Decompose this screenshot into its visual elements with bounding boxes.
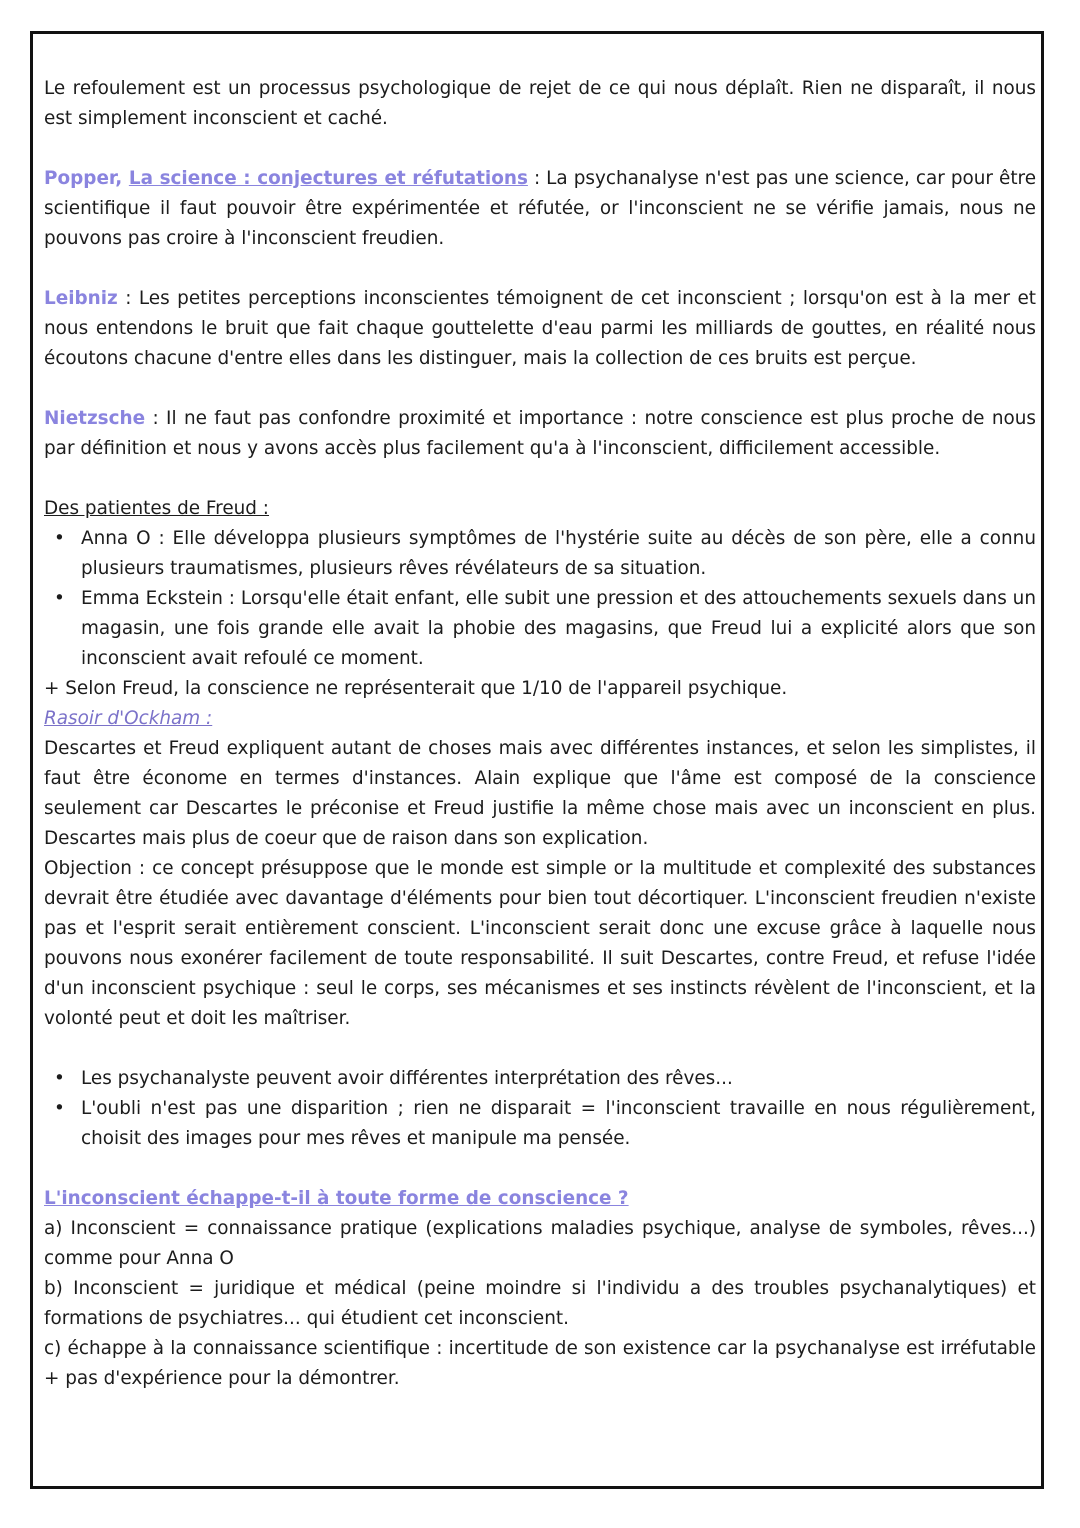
objection-paragraph: Objection : ce concept présuppose que le monde est simple or la multitude et complexité des substances devrait être étudiée avec davantage d'éléments pour bien tout décortiquer. L'inconscient freudien n'existe pas et l'esprit serait entièrement conscient. L'inconscient serait donc une excuse grâce à laquelle nous pouvons nous exonérer facilement de toute responsabilité. Il suit Descartes, contre Freud, et refuse l'idée d'un inconscient psychique : seul le corps, ses mécanismes et ses instincts révèlent de l'inconscient, et la volonté peut et doit les maîtriser.	[44, 858, 1036, 1029]
patients-heading: Des patientes de Freud :	[44, 498, 270, 519]
popper-text: : La psychanalyse n'est pas une science, car pour être scientifique il faut pouvoir être expérimentée et réfutée, or l'inconscient ne se vérifie jamais, nous ne pouvons pas croire à l'inconscient freudien.	[44, 168, 1037, 249]
note-dreams: Les psychanalyste peuvent avoir différentes interprétation des rêves...	[81, 1068, 733, 1089]
bullet-icon: •	[54, 1068, 65, 1089]
ockham-paragraph: Descartes et Freud expliquent autant de choses mais avec différentes instances, et selon les simplistes, il faut être économe en termes d'instances. Alain explique que l'âme est composé de la conscience seulement car Descartes le préconise et Freud justifie la même chose mais avec un inconscient en plus. Descartes mais plus de coeur que de raison dans son explication.	[44, 738, 1036, 849]
bullet-icon: •	[54, 528, 65, 549]
patients-list	[44, 524, 1036, 674]
refoulement-paragraph: Le refoulement est un processus psychologique de rejet de ce qui nous déplaît. Rien ne disparaît, il nous est simplement inconscient et caché.	[44, 78, 1036, 129]
nietzsche-author: Nietzsche	[44, 408, 146, 429]
bullet-icon: •	[54, 588, 65, 609]
leibniz-text: : Les petites perceptions inconscientes témoignent de cet inconscient ; lorsqu'on est à la mer et nous entendons le bruit que fait chaque gouttelette d'eau parmi les milliards de gouttes, en réalité nous écoutons chacune d'entre elles dans les distinguer, mais la collection de ces bruits est perçue.	[44, 288, 1036, 369]
note-oubli: L'oubli n'est pas une disparition ; rien ne disparait = l'inconscient travaille en nous régulièrement, choisit des images pour mes rêves et manipule ma pensée.	[81, 1098, 1036, 1149]
document-body	[44, 74, 1036, 1394]
leibniz-paragraph	[44, 284, 1036, 374]
ockham-heading: Rasoir d'Ockham :	[44, 708, 213, 729]
answer-b: b) Inconscient = juridique et médical (peine moindre si l'individu a des troubles psychanalytiques) et formations de psychiatres... qui étudient cet inconscient.	[44, 1278, 1036, 1329]
patient-anna-o: Anna O : Elle développa plusieurs symptômes de l'hystérie suite au décès de son père, elle a connu plusieurs traumatismes, plusieurs rêves révélateurs de sa situation.	[81, 528, 1036, 579]
bullet-icon: •	[54, 1098, 65, 1119]
list-item	[44, 584, 1036, 674]
list-item	[44, 524, 1036, 584]
freud-ratio-line: + Selon Freud, la conscience ne représenterait que 1/10 de l'appareil psychique.	[44, 678, 788, 699]
list-item	[44, 1094, 1036, 1154]
popper-work-title: La science : conjectures et réfutations	[128, 168, 528, 189]
popper-paragraph	[44, 164, 1036, 254]
answer-a: a) Inconscient = connaissance pratique (explications maladies psychique, analyse de symboles, rêves...) comme pour Anna O	[44, 1218, 1036, 1269]
notes-list	[44, 1064, 1036, 1154]
nietzsche-text: : Il ne faut pas confondre proximité et importance : notre conscience est plus proche de nous par définition et nous y avons accès plus facilement qu'a à l'inconscient, difficilement accessible.	[44, 408, 1036, 459]
nietzsche-paragraph	[44, 404, 1036, 464]
question-heading: L'inconscient échappe-t-il à toute forme de conscience ?	[44, 1188, 629, 1209]
popper-author: Popper,	[44, 168, 129, 189]
answer-c: c) échappe à la connaissance scientifique : incertitude de son existence car la psychanalyse est irréfutable + pas d'expérience pour la démontrer.	[44, 1338, 1036, 1389]
list-item	[44, 1064, 1036, 1094]
patient-emma-eckstein: Emma Eckstein : Lorsqu'elle était enfant, elle subit une pression et des attouchements sexuels dans un magasin, une fois grande elle avait la phobie des magasins, que Freud lui a explicité alors que son inconscient avait refoulé ce moment.	[81, 588, 1036, 669]
leibniz-author: Leibniz	[44, 288, 118, 309]
